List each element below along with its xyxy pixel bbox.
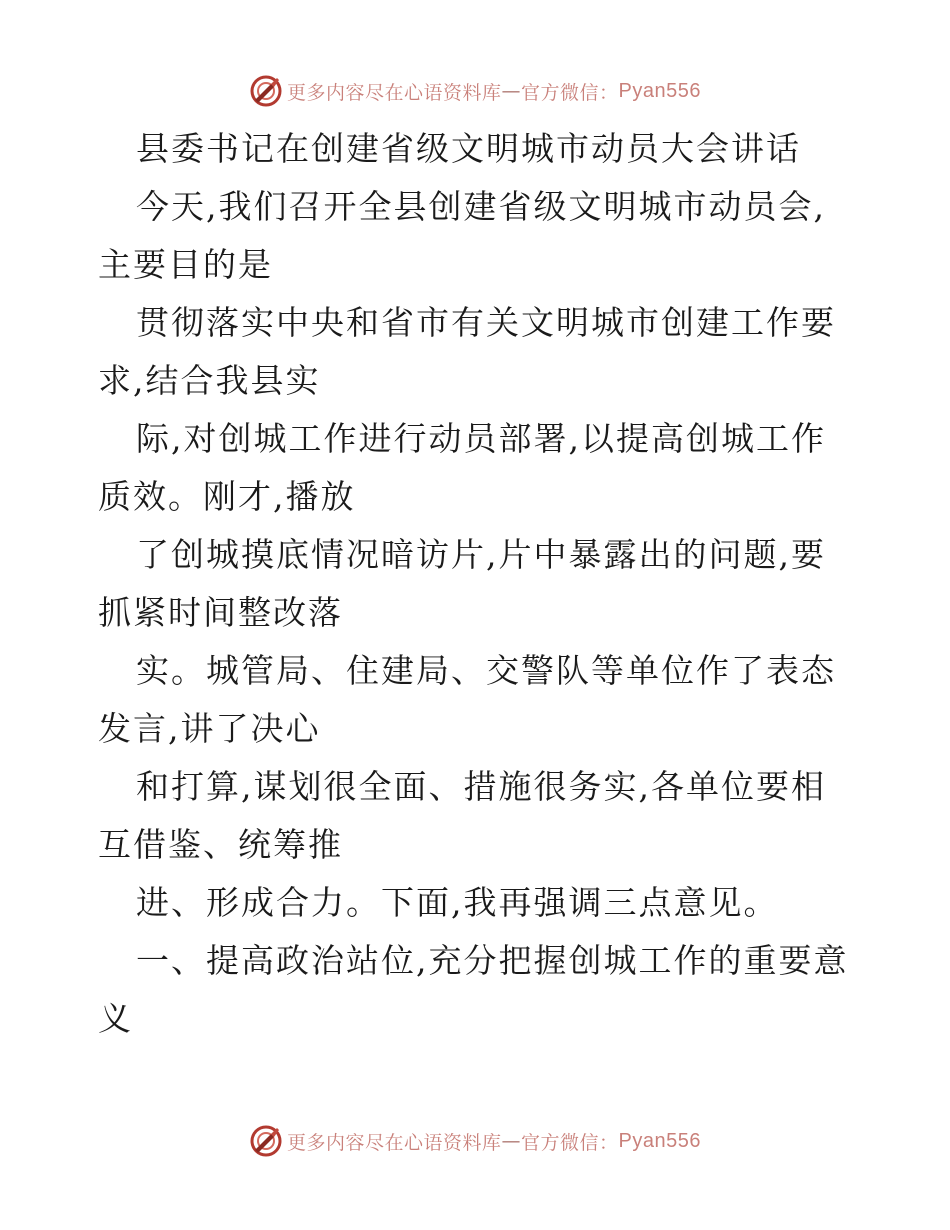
- banner-prefix: 更多内容尽在心语资料库: [287, 81, 502, 104]
- banner-account: Pyan556: [618, 1129, 701, 1152]
- banner-label: 官方微信：: [521, 1131, 619, 1154]
- header-watermark-banner: [0, 71, 950, 111]
- brand-logo-icon: [249, 1124, 283, 1158]
- banner-account: Pyan556: [618, 79, 701, 102]
- banner-separator: —: [501, 80, 522, 102]
- brand-logo-icon: [249, 74, 283, 108]
- paragraph: 贯彻落实中央和省市有关文明城市创建工作要求,结合我县实: [98, 303, 836, 400]
- paragraph: 实。城管局、住建局、交警队等单位作了表态发言,讲了决心: [98, 651, 836, 748]
- paragraph: 今天,我们召开全县创建省级文明城市动员会,主要目的是: [98, 187, 826, 284]
- paragraph: 了创城摸底情况暗访片,片中暴露出的问题,要抓紧时间整改落: [98, 535, 826, 632]
- paragraph: 和打算,谋划很全面、措施很务实,各单位要相互借鉴、统筹推: [98, 767, 826, 864]
- paragraph: 际,对创城工作进行动员部署,以提高创城工作质效。刚才,播放: [98, 419, 826, 516]
- paragraph: 进、形成合力。下面,我再强调三点意见。: [136, 883, 779, 922]
- document-title: 县委书记在创建省级文明城市动员大会讲话: [136, 129, 801, 168]
- banner-separator: —: [501, 1130, 522, 1152]
- document-body: [98, 120, 854, 1048]
- footer-watermark-banner: [0, 1121, 950, 1161]
- banner-label: 官方微信：: [521, 81, 619, 104]
- section-heading: 一、提高政治站位,充分把握创城工作的重要意义: [98, 941, 849, 1038]
- banner-prefix: 更多内容尽在心语资料库: [287, 1131, 502, 1154]
